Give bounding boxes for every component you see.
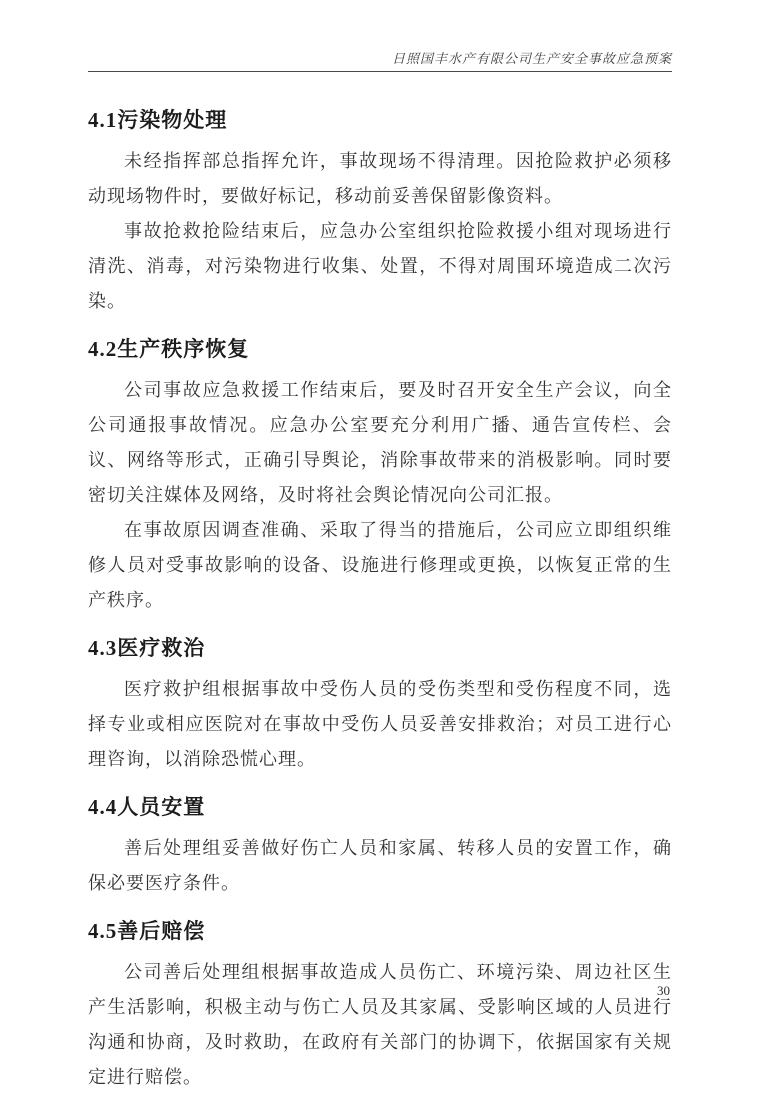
paragraph: 医疗救护组根据事故中受伤人员的受伤类型和受伤程度不同，选择专业或相应医院对在事故中受伤人员妥善安排救治；对员工进行心理咨询，以消除恐慌心理。 — [88, 679, 672, 769]
paragraph: 在事故原因调查准确、采取了得当的措施后，公司应立即组织维修人员对受事故影响的设备、设施进行修理或更换，以恢复正常的生产秩序。 — [88, 520, 672, 610]
document-body — [88, 106, 672, 1095]
section-heading-4-2: 4.2生产秩序恢复 — [88, 337, 250, 361]
section-heading-4-3: 4.3医疗救治 — [88, 636, 206, 660]
page-header — [88, 50, 672, 72]
paragraph: 事故抢救抢险结束后，应急办公室组织抢险救援小组对现场进行清洗、消毒，对污染物进行收集、处置，不得对周围环境造成二次污染。 — [88, 221, 672, 311]
paragraph: 未经指挥部总指挥允许，事故现场不得清理。因抢险救护必须移动现场物件时，要做好标记，移动前妥善保留影像资料。 — [88, 151, 672, 206]
section-heading-4-4: 4.4人员安置 — [88, 795, 206, 819]
paragraph: 善后处理组妥善做好伤亡人员和家属、转移人员的安置工作，确保必要医疗条件。 — [88, 838, 672, 893]
header-title: 日照国丰水产有限公司生产安全事故应急预案 — [391, 51, 672, 66]
section-heading-4-1: 4.1污染物处理 — [88, 108, 228, 132]
paragraph: 公司善后处理组根据事故造成人员伤亡、环境污染、周边社区生产生活影响，积极主动与伤亡人员及其家属、受影响区域的人员进行沟通和协商，及时救助，在政府有关部门的协调下，依据国家有关规定进行赔偿。 — [88, 962, 672, 1087]
section-heading-4-5: 4.5善后赔偿 — [88, 919, 206, 943]
page-number: 30 — [657, 983, 670, 998]
paragraph: 公司事故应急救援工作结束后，要及时召开安全生产会议，向全公司通报事故情况。应急办公室要充分利用广播、通告宣传栏、会议、网络等形式，正确引导舆论，消除事故带来的消极影响。同时要密切关注媒体及网络，及时将社会舆论情况向公司汇报。 — [88, 380, 672, 505]
